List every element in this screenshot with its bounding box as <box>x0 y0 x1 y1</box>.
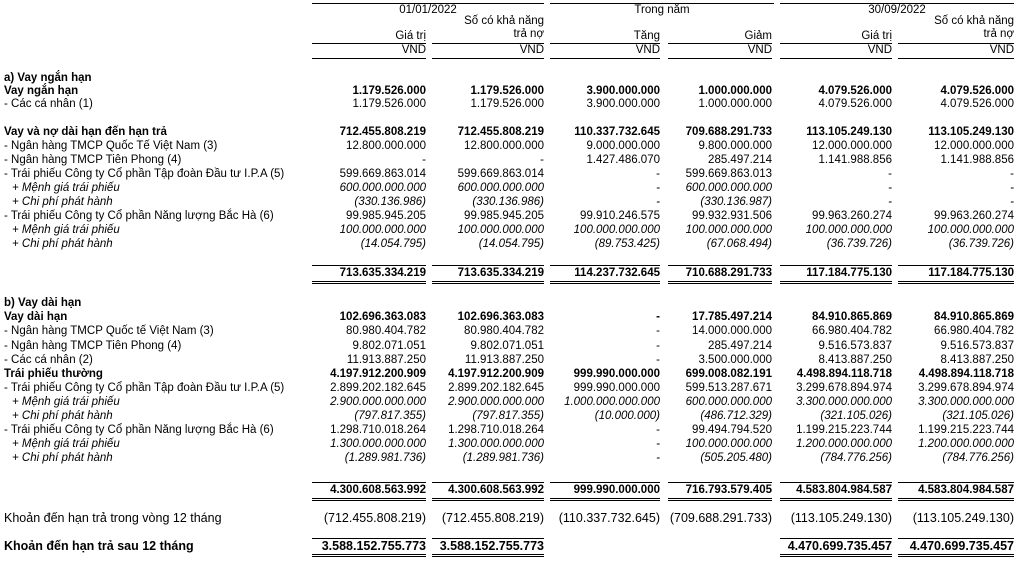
cell-value: 4.197.912.200.909 <box>448 368 544 380</box>
table-row <box>0 484 1032 497</box>
cell-value: - <box>656 354 660 366</box>
cell-value: (14.054.795) <box>360 238 426 250</box>
double-rule <box>432 554 544 557</box>
cell-value: 3.299.678.894.974 <box>796 382 892 394</box>
cell-value: 1.200.000.000.000 <box>796 438 892 450</box>
total-rule <box>780 538 892 539</box>
table-row <box>0 238 1032 251</box>
total-rule <box>898 265 1014 266</box>
cell-value: 713.635.334.219 <box>339 267 426 279</box>
table-row <box>0 438 1032 451</box>
cell-value: (505.205.480) <box>700 452 772 464</box>
cell-value: 114.237.732.645 <box>574 267 660 279</box>
total-rule <box>312 482 426 483</box>
cell-value: 4.583.804.984.587 <box>918 484 1014 496</box>
cell-value: (1.289.981.736) <box>462 452 544 464</box>
cell-value: 2.899.202.182.645 <box>330 382 426 394</box>
column-unit: VND <box>635 44 660 56</box>
cell-value: 14.000.000.000 <box>692 325 772 337</box>
cell-value: 4.197.912.200.909 <box>330 368 426 380</box>
cell-value: 3.900.000.000 <box>586 85 660 97</box>
cell-value: 1.298.710.018.264 <box>448 424 544 436</box>
cell-value: 12.800.000.000 <box>346 140 426 152</box>
total-rule <box>432 265 544 266</box>
cell-value: 99.963.260.274 <box>812 210 892 222</box>
cell-value: 699.008.082.191 <box>685 368 772 380</box>
table-row <box>0 210 1032 223</box>
cell-value: 599.513.287.671 <box>685 382 772 394</box>
row-label: - Trái phiếu Công ty Cổ phần Năng lượng Bắc Hà (6) <box>4 424 274 436</box>
cell-value: 600.000.000.000 <box>457 182 544 194</box>
cell-value: 113.105.249.130 <box>928 126 1014 138</box>
cell-value: 9.516.573.837 <box>818 340 892 352</box>
row-label: Khoản đến hạn trả trong vòng 12 tháng <box>4 511 222 525</box>
cell-value: (784.776.256) <box>942 452 1014 464</box>
double-rule <box>312 498 426 501</box>
cell-value: 1.141.988.856 <box>940 154 1014 166</box>
cell-value: 99.910.246.575 <box>580 210 660 222</box>
row-label: - Các cá nhân (1) <box>4 98 93 110</box>
cell-value: (67.068.494) <box>706 238 772 250</box>
cell-value: 1.179.526.000 <box>352 85 426 97</box>
total-rule <box>312 265 426 266</box>
cell-value: 99.963.260.274 <box>934 210 1014 222</box>
cell-value: 11.913.887.250 <box>346 354 426 366</box>
table-row <box>0 424 1032 437</box>
cell-value: - <box>656 325 660 337</box>
cell-value: 712.455.808.219 <box>457 126 544 138</box>
column-unit: VND <box>989 44 1014 56</box>
table-row <box>0 325 1032 338</box>
cell-value: 99.985.945.205 <box>464 210 544 222</box>
cell-value: 9.000.000.000 <box>586 140 660 152</box>
cell-value: (36.739.726) <box>826 238 892 250</box>
cell-value: 999.990.000.000 <box>573 368 660 380</box>
column-title: Tăng <box>633 30 660 42</box>
group-header-opening: 01/01/2022 <box>312 3 544 18</box>
cell-value: 66.980.404.782 <box>934 325 1014 337</box>
row-label: a) Vay ngắn hạn <box>4 72 92 84</box>
cell-value: (321.105.026) <box>820 410 892 422</box>
cell-value: 100.000.000.000 <box>339 224 426 236</box>
cell-value: 100.000.000.000 <box>685 438 772 450</box>
total-rule <box>780 482 892 483</box>
header-underline <box>432 58 544 59</box>
cell-value: 3.500.000.000 <box>698 354 772 366</box>
total-rule <box>550 265 660 266</box>
row-label: + Chi phí phát hành <box>12 410 113 422</box>
cell-value: 999.990.000.000 <box>573 484 660 496</box>
cell-value: (712.455.808.219) <box>323 511 426 525</box>
cell-value: (36.739.726) <box>948 238 1014 250</box>
column-title: Giảm <box>744 30 772 42</box>
table-row <box>0 410 1032 423</box>
row-label: - Ngân hàng TMCP Tiên Phong (4) <box>4 154 182 166</box>
row-label: + Mệnh giá trái phiếu <box>12 396 120 408</box>
cell-value: 4.583.804.984.587 <box>796 484 892 496</box>
cell-value: 1.179.526.000 <box>470 98 544 110</box>
cell-value: 80.980.404.782 <box>464 325 544 337</box>
cell-value: 1.000.000.000 <box>698 85 772 97</box>
cell-value: - <box>540 154 544 166</box>
double-rule <box>432 281 544 284</box>
cell-value: 599.669.863.013 <box>685 168 772 180</box>
double-rule <box>780 554 892 557</box>
cell-value: 3.588.152.755.773 <box>321 539 426 553</box>
row-label: - Ngân hàng TMCP Tiên Phong (4) <box>4 340 182 352</box>
row-label: + Mệnh giá trái phiếu <box>12 182 120 194</box>
cell-value: (709.688.291.733) <box>669 511 772 525</box>
table-row <box>0 540 1032 553</box>
table-row <box>0 154 1032 167</box>
cell-value: 1.427.486.070 <box>586 154 660 166</box>
total-rule <box>780 265 892 266</box>
table-row <box>0 126 1032 139</box>
cell-value: - <box>656 452 660 464</box>
cell-value: 600.000.000.000 <box>339 182 426 194</box>
total-rule <box>898 482 1014 483</box>
total-rule <box>550 482 660 483</box>
column-title: Giá trị <box>395 30 426 42</box>
cell-value: (14.054.795) <box>478 238 544 250</box>
double-rule <box>668 281 772 284</box>
cell-value: 4.079.526.000 <box>940 98 1014 110</box>
cell-value: - <box>656 424 660 436</box>
cell-value: 117.184.775.130 <box>928 267 1014 279</box>
column-title: Số có khả năng trả nợ <box>934 15 1014 40</box>
cell-value: (1.289.981.736) <box>344 452 426 464</box>
table-row <box>0 72 1032 85</box>
double-rule <box>312 554 426 557</box>
cell-value: 2.900.000.000.000 <box>330 396 426 408</box>
row-label: Vay ngắn hạn <box>4 85 79 97</box>
cell-value: - <box>888 196 892 208</box>
cell-value: 99.985.945.205 <box>346 210 426 222</box>
cell-value: 100.000.000.000 <box>573 224 660 236</box>
cell-value: 102.696.363.083 <box>457 311 544 323</box>
row-label: - Ngân hàng TMCP Quốc Tế Việt Nam (3) <box>4 140 218 152</box>
cell-value: (89.753.425) <box>594 238 660 250</box>
cell-value: 9.802.071.051 <box>470 340 544 352</box>
cell-value: 100.000.000.000 <box>927 224 1014 236</box>
header-underline <box>668 58 772 59</box>
cell-value: - <box>656 438 660 450</box>
cell-value: (113.105.249.130) <box>790 511 892 525</box>
cell-value: 3.299.678.894.974 <box>918 382 1014 394</box>
cell-value: 2.900.000.000.000 <box>448 396 544 408</box>
cell-value: 999.990.000.000 <box>573 382 660 394</box>
row-label: - Trái phiếu Công ty Cổ phần Tập đoàn Đầu tư I.P.A (5) <box>4 382 285 394</box>
total-rule <box>312 538 426 539</box>
cell-value: 3.588.152.755.773 <box>439 539 544 553</box>
total-rule <box>432 538 544 539</box>
row-label: + Mệnh giá trái phiếu <box>12 224 120 236</box>
row-label: Vay dài hạn <box>4 311 68 323</box>
double-rule <box>432 498 544 501</box>
cell-value: 285.497.214 <box>708 154 772 166</box>
cell-value: 3.900.000.000 <box>586 98 660 110</box>
total-rule <box>668 265 772 266</box>
group-header-closing: 30/09/2022 <box>780 3 1014 18</box>
table-row <box>0 182 1032 195</box>
row-label: Trái phiếu thường <box>4 368 103 380</box>
cell-value: 1.199.215.223.744 <box>796 424 892 436</box>
double-rule <box>898 498 1014 501</box>
column-unit: VND <box>867 44 892 56</box>
cell-value: 2.899.202.182.645 <box>448 382 544 394</box>
cell-value: 716.793.579.405 <box>685 484 772 496</box>
cell-value: 600.000.000.000 <box>685 182 772 194</box>
double-rule <box>898 281 1014 284</box>
table-row <box>0 354 1032 367</box>
cell-value: 99.932.931.506 <box>692 210 772 222</box>
cell-value: 713.635.334.219 <box>457 267 544 279</box>
total-rule <box>668 482 772 483</box>
cell-value: 712.455.808.219 <box>339 126 426 138</box>
cell-value: (486.712.329) <box>700 410 772 422</box>
column-title: Số có khả năng trả nợ <box>464 15 544 40</box>
cell-value: 12.000.000.000 <box>812 140 892 152</box>
cell-value: (330.136.986) <box>354 196 426 208</box>
cell-value: 4.498.894.118.718 <box>918 368 1014 380</box>
cell-value: 110.337.732.645 <box>574 126 660 138</box>
header-underline <box>550 58 660 59</box>
cell-value: (110.337.732.645) <box>558 511 660 525</box>
cell-value: - <box>1010 168 1014 180</box>
cell-value: 9.516.573.837 <box>940 340 1014 352</box>
cell-value: 4.079.526.000 <box>818 85 892 97</box>
cell-value: 117.184.775.130 <box>806 267 892 279</box>
cell-value: 285.497.214 <box>708 340 772 352</box>
table-row <box>0 382 1032 395</box>
table-row <box>0 168 1032 181</box>
cell-value: 12.800.000.000 <box>464 140 544 152</box>
cell-value: 11.913.887.250 <box>464 354 544 366</box>
cell-value: - <box>1010 182 1014 194</box>
row-label: + Mệnh giá trái phiếu <box>12 438 120 450</box>
cell-value: 1.141.988.856 <box>818 154 892 166</box>
table-row <box>0 368 1032 381</box>
cell-value: 100.000.000.000 <box>805 224 892 236</box>
cell-value: 710.688.291.733 <box>685 267 772 279</box>
cell-value: 102.696.363.083 <box>339 311 426 323</box>
cell-value: 4.079.526.000 <box>940 85 1014 97</box>
cell-value: 1.179.526.000 <box>352 98 426 110</box>
table-row <box>0 512 1032 525</box>
cell-value: 1.298.710.018.264 <box>330 424 426 436</box>
row-label: + Chi phí phát hành <box>12 196 113 208</box>
cell-value: 4.079.526.000 <box>818 98 892 110</box>
table-row <box>0 297 1032 310</box>
row-label: - Ngân hàng TMCP Quốc tế Việt Nam (3) <box>4 325 214 337</box>
cell-value: (784.776.256) <box>820 452 892 464</box>
cell-value: 8.413.887.250 <box>940 354 1014 366</box>
cell-value: - <box>422 154 426 166</box>
column-unit: VND <box>401 44 426 56</box>
cell-value: 599.669.863.014 <box>339 168 426 180</box>
cell-value: 709.688.291.733 <box>685 126 772 138</box>
cell-value: 99.494.794.520 <box>692 424 772 436</box>
table-row <box>0 396 1032 409</box>
cell-value: 1.200.000.000.000 <box>918 438 1014 450</box>
cell-value: 4.300.608.563.992 <box>330 484 426 496</box>
column-title: Giá trị <box>861 30 892 42</box>
double-rule <box>550 498 660 501</box>
row-label: + Chi phí phát hành <box>12 238 113 250</box>
cell-value: 1.199.215.223.744 <box>918 424 1014 436</box>
cell-value: 3.300.000.000.000 <box>796 396 892 408</box>
cell-value: 84.910.865.869 <box>934 311 1014 323</box>
cell-value: 12.000.000.000 <box>934 140 1014 152</box>
table-row <box>0 452 1032 465</box>
cell-value: 9.800.000.000 <box>698 140 772 152</box>
header-underline <box>780 58 892 59</box>
cell-value: (10.000.000) <box>594 410 660 422</box>
row-label: - Trái phiếu Công ty Cổ phần Tập đoàn Đầu tư I.P.A (5) <box>4 168 285 180</box>
cell-value: 17.785.497.214 <box>692 311 772 323</box>
double-rule <box>550 281 660 284</box>
cell-value: 9.802.071.051 <box>352 340 426 352</box>
table-row <box>0 196 1032 209</box>
double-rule <box>668 498 772 501</box>
cell-value: (712.455.808.219) <box>441 511 544 525</box>
double-rule <box>898 554 1014 557</box>
cell-value: 113.105.249.130 <box>806 126 892 138</box>
cell-value: - <box>656 340 660 352</box>
row-label: + Chi phí phát hành <box>12 452 113 464</box>
table-row <box>0 311 1032 324</box>
cell-value: (113.105.249.130) <box>912 511 1014 525</box>
cell-value: (797.817.355) <box>354 410 426 422</box>
cell-value: 100.000.000.000 <box>685 224 772 236</box>
double-rule <box>780 498 892 501</box>
column-unit: VND <box>519 44 544 56</box>
cell-value: 8.413.887.250 <box>818 354 892 366</box>
cell-value: 4.300.608.563.992 <box>448 484 544 496</box>
table-row <box>0 224 1032 237</box>
cell-value: 599.669.863.014 <box>457 168 544 180</box>
cell-value: - <box>656 182 660 194</box>
cell-value: - <box>656 168 660 180</box>
cell-value: 80.980.404.782 <box>346 325 426 337</box>
table-row <box>0 85 1032 98</box>
cell-value: 4.470.699.735.457 <box>787 539 892 553</box>
cell-value: (797.817.355) <box>472 410 544 422</box>
double-rule <box>780 281 892 284</box>
total-rule <box>432 482 544 483</box>
column-unit: VND <box>747 44 772 56</box>
table-row <box>0 267 1032 280</box>
cell-value: 4.470.699.735.457 <box>909 539 1014 553</box>
cell-value: (330.136.987) <box>700 196 772 208</box>
cell-value: 3.300.000.000.000 <box>918 396 1014 408</box>
cell-value: 84.910.865.869 <box>812 311 892 323</box>
header-underline <box>312 58 426 59</box>
table-row <box>0 98 1032 111</box>
total-rule <box>898 538 1014 539</box>
cell-value: - <box>888 168 892 180</box>
cell-value: - <box>656 196 660 208</box>
row-label: - Các cá nhân (2) <box>4 354 93 366</box>
cell-value: - <box>1010 196 1014 208</box>
table-row <box>0 140 1032 153</box>
cell-value: 600.000.000.000 <box>685 396 772 408</box>
row-label: Khoản đến hạn trả sau 12 tháng <box>4 539 194 553</box>
cell-value: 1.179.526.000 <box>470 85 544 97</box>
cell-value: - <box>888 182 892 194</box>
row-label: - Trái phiếu Công ty Cổ phần Năng lượng Bắc Hà (6) <box>4 210 274 222</box>
cell-value: 100.000.000.000 <box>457 224 544 236</box>
cell-value: 1.000.000.000.000 <box>564 396 660 408</box>
row-label: b) Vay dài hạn <box>4 297 82 309</box>
double-rule <box>312 281 426 284</box>
cell-value: - <box>656 311 660 323</box>
cell-value: (330.136.986) <box>472 196 544 208</box>
cell-value: (321.105.026) <box>942 410 1014 422</box>
cell-value: 1.300.000.000.000 <box>448 438 544 450</box>
cell-value: 4.498.894.118.718 <box>796 368 892 380</box>
group-header-during-year: Trong năm <box>550 3 774 18</box>
header-underline <box>898 58 1014 59</box>
cell-value: 1.000.000.000 <box>698 98 772 110</box>
table-row <box>0 340 1032 353</box>
cell-value: 1.300.000.000.000 <box>330 438 426 450</box>
row-label: Vay và nợ dài hạn đến hạn trả <box>4 126 167 138</box>
cell-value: 66.980.404.782 <box>812 325 892 337</box>
